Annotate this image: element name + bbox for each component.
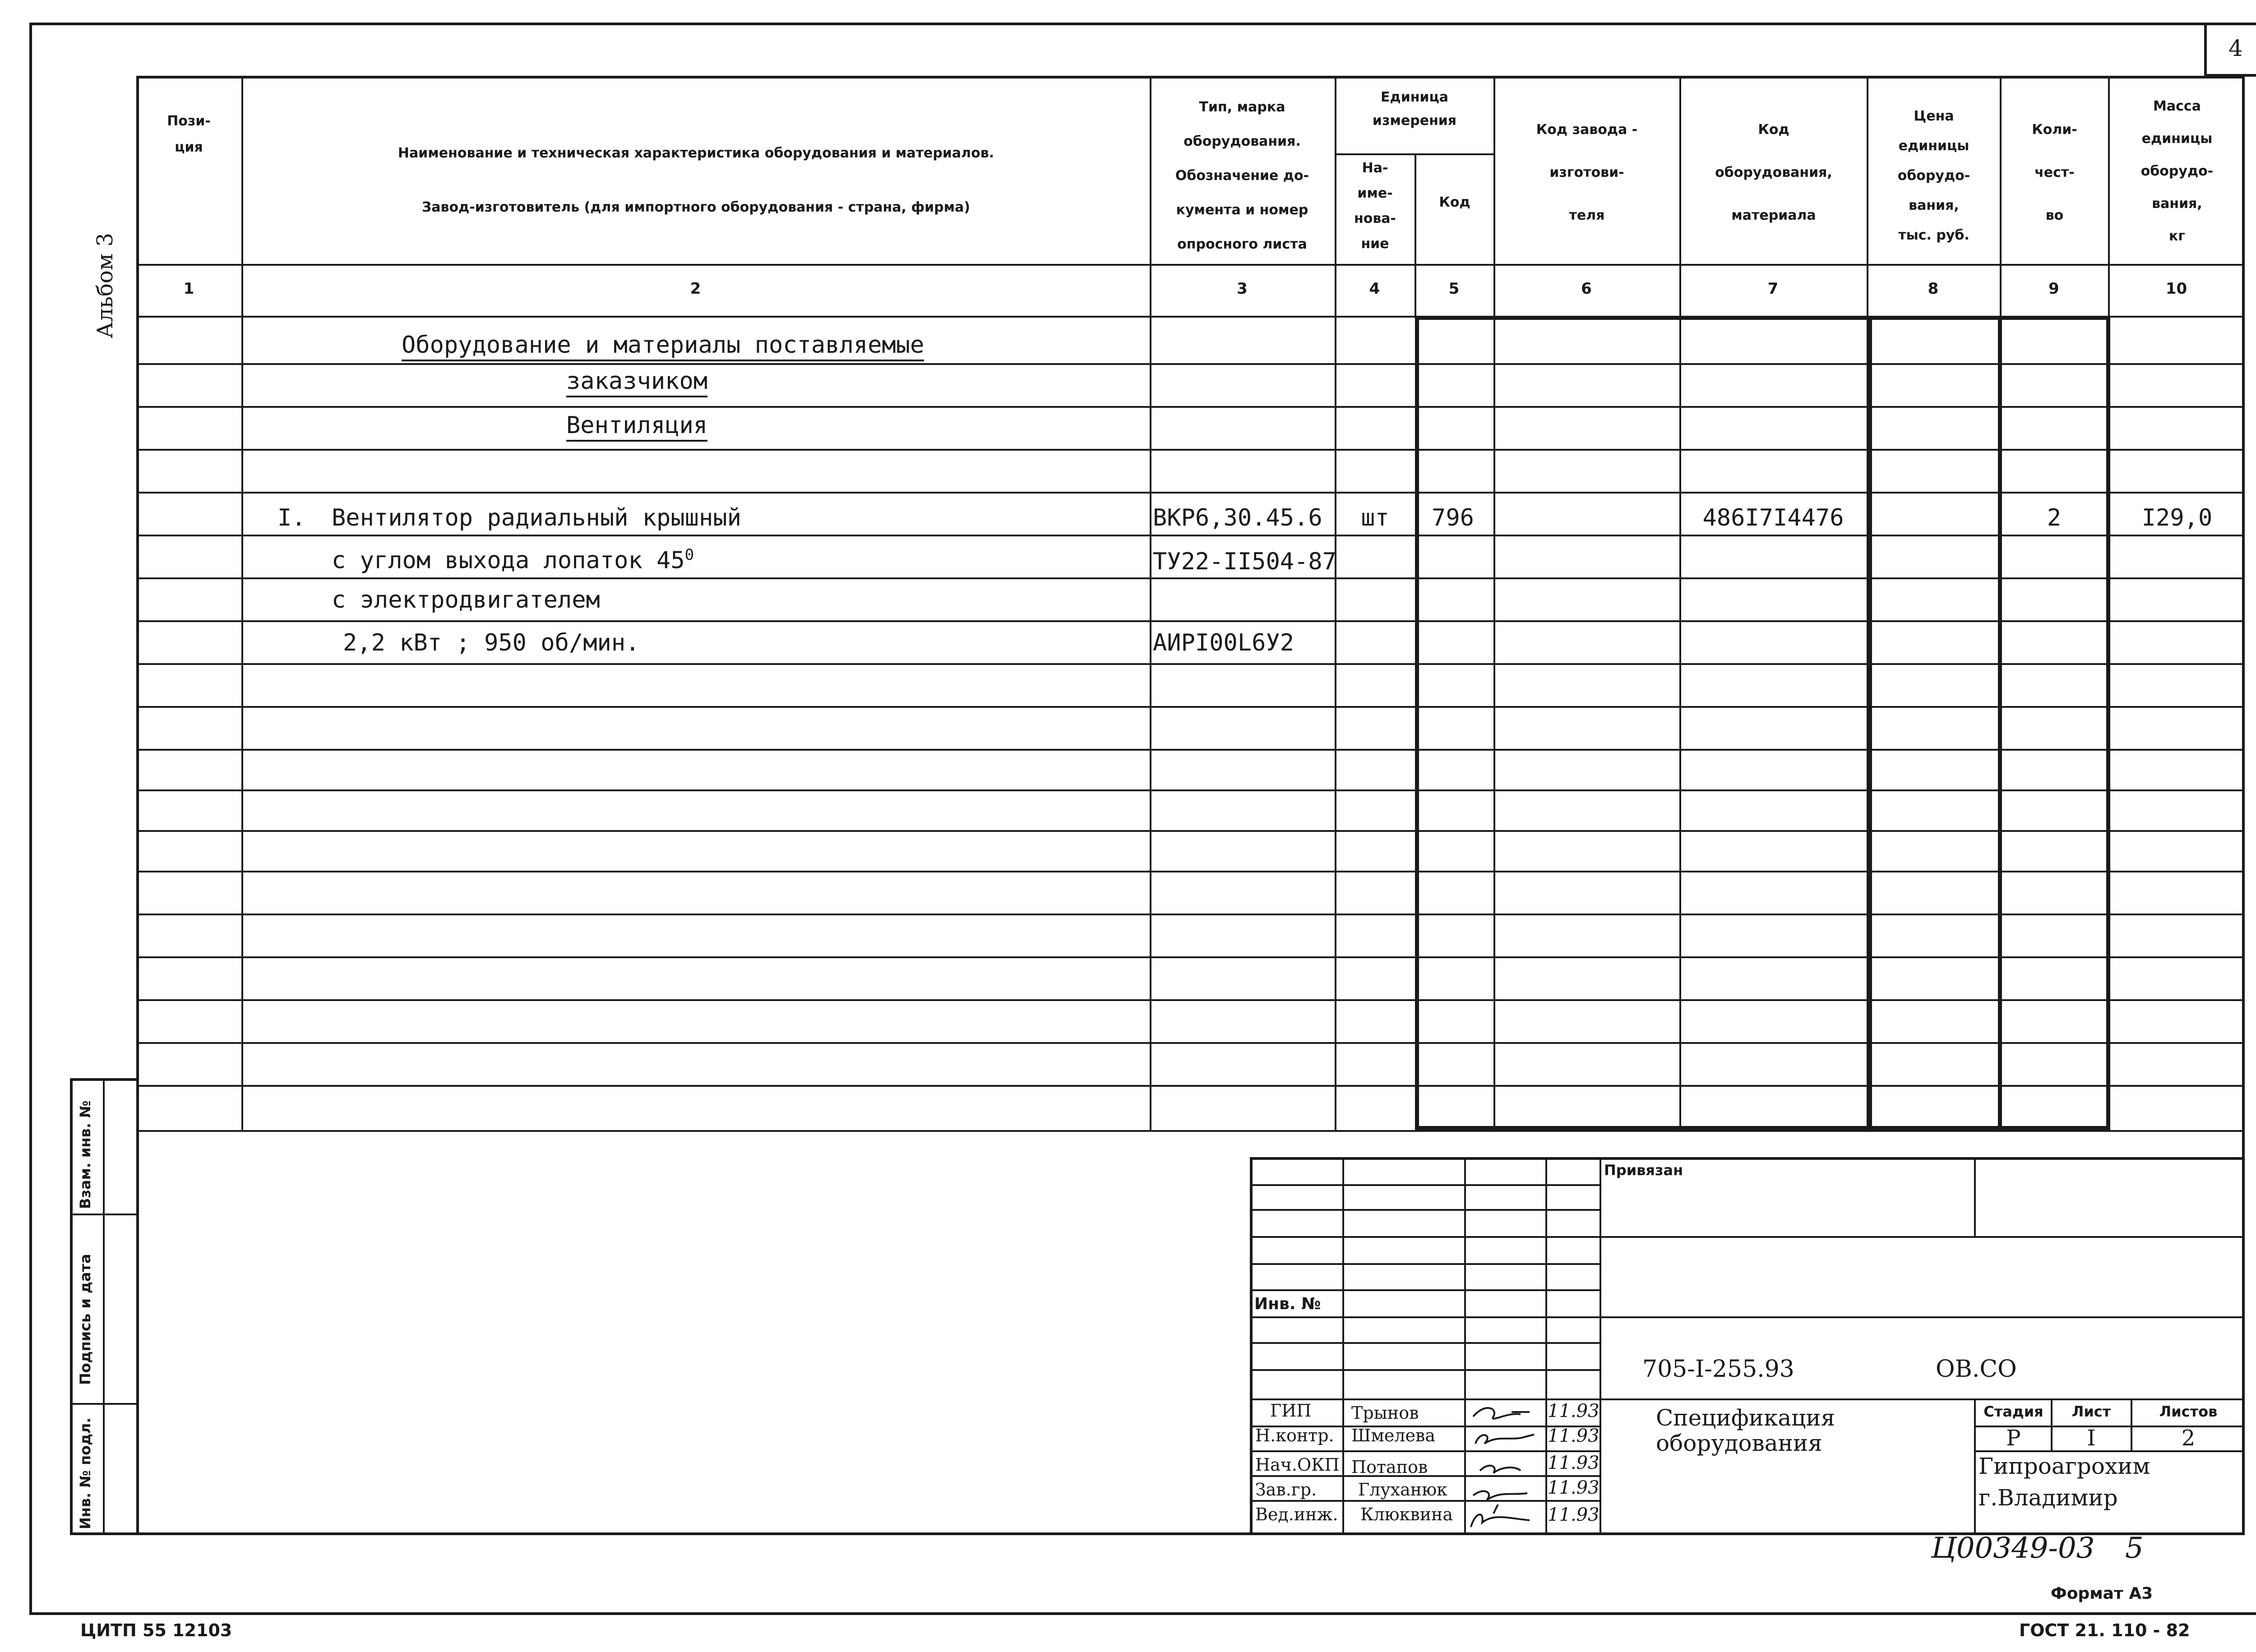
side-stamp-podpis: Подпись и дата (77, 1254, 94, 1385)
header-factory: Код завода - изготови- теля (1536, 122, 1638, 223)
handwritten-code: Ц00349-03 (1931, 1532, 2095, 1565)
item-unit-code: 796 (1432, 504, 1474, 531)
col-num-9: 9 (2048, 280, 2059, 298)
item-line-1: Вентилятор радиальный крышный (332, 504, 741, 531)
col-num-2: 2 (690, 280, 701, 298)
inv-label: Инв. № (1254, 1295, 1321, 1313)
header-unit-name: На- име- нова- ние (1354, 160, 1396, 252)
header-qty: Коли- чест- во (2032, 122, 2077, 223)
signer-date-2: 11.93 (1548, 1426, 1600, 1446)
item-line-4: 2,2 кВт ; 950 об/мин. (343, 629, 640, 656)
item-type-2: ТУ22-II504-87 (1153, 548, 1336, 575)
sheet-corner-number: 4 (2228, 35, 2243, 61)
item-line-2: с углом выхода лопаток $45^0$ (332, 546, 694, 574)
signer-role-4: Зав.гр. (1255, 1480, 1317, 1500)
signer-role-3: Нач.ОКП (1255, 1455, 1340, 1475)
signatures (1466, 1398, 1545, 1534)
header-unit-code: Код (1439, 194, 1470, 210)
sheet-value: I (2087, 1426, 2096, 1451)
col-num-4: 4 (1369, 280, 1380, 298)
signer-date-5: 11.93 (1548, 1504, 1600, 1525)
header-price: Цена единицы оборудо- вания, тыс. руб. (1897, 108, 1970, 243)
signer-role-2: Н.контр. (1255, 1426, 1334, 1445)
signer-date-1: 11.93 (1548, 1401, 1600, 1421)
col-num-5: 5 (1448, 280, 1460, 298)
header-mass: Масса единицы оборудо- вания, кг (2140, 98, 2214, 244)
signer-role-5: Вед.инж. (1255, 1504, 1338, 1524)
col-num-1: 1 (183, 280, 194, 298)
print-left: ЦИТП 55 12103 (80, 1620, 232, 1640)
col-num-3: 3 (1237, 280, 1248, 298)
header-unit: Единица измерения (1372, 89, 1457, 129)
signer-name-3: Потапов (1351, 1457, 1428, 1477)
signer-name-1: Трынов (1351, 1403, 1419, 1423)
item-unit: шт (1361, 504, 1389, 531)
item-code: 486I7I4476 (1702, 504, 1844, 531)
col-num-8: 8 (1928, 280, 1939, 298)
signer-name-4: Глуханюк (1358, 1480, 1447, 1500)
col-num-7: 7 (1767, 280, 1779, 298)
col-num-10: 10 (2165, 280, 2187, 298)
signer-name-2: Шмелева (1351, 1426, 1436, 1445)
doc-code: ОВ.СО (1936, 1356, 2017, 1383)
side-stamp-vzam: Взам. инв. № (77, 1100, 94, 1209)
doc-number: 705-I-255.93 (1642, 1356, 1794, 1383)
item-line-3: с электродвигателем (332, 586, 600, 614)
sheet-header: Лист (2071, 1403, 2111, 1420)
header-name: Наименование и техническая характеристика оборудования и материалов. Завод-изготовитель (для импортного оборудования - страна, фирма) (398, 145, 994, 215)
signer-date-3: 11.93 (1548, 1453, 1600, 1473)
sheets-header: Листов (2159, 1403, 2218, 1420)
stage-value: Р (2006, 1426, 2021, 1451)
signer-role-1: ГИП (1270, 1401, 1312, 1421)
format-label: Формат А3 (2051, 1584, 2153, 1603)
signer-name-5: Клюквина (1360, 1504, 1453, 1524)
header-code: Код оборудования, материала (1715, 122, 1832, 223)
header-pos: Пози- ция (167, 113, 211, 155)
item-qty: 2 (2047, 504, 2062, 531)
item-mass: I29,0 (2141, 504, 2213, 531)
stage-header: Стадия (1983, 1403, 2043, 1420)
album-label: Альбом 3 (92, 233, 118, 338)
doc-title: Спецификация оборудования (1656, 1405, 1835, 1456)
section-title-2: заказчиком (566, 368, 707, 395)
section-title-1: Оборудование и материалы поставляемые (402, 332, 924, 359)
sheets-value: 2 (2181, 1426, 2196, 1451)
organization: Гипроагрохим г.Владимир (1979, 1453, 2150, 1511)
header-type: Тип, марка оборудования. Обозначение до- кумента и номер опросного листа (1175, 99, 1309, 252)
side-stamp-inv-podl: Инв. № подл. (77, 1417, 94, 1529)
print-right: ГОСТ 21. 110 - 82 (2019, 1620, 2190, 1640)
col-num-6: 6 (1581, 280, 1592, 298)
handwritten-page: 5 (2125, 1532, 2144, 1565)
item-pos: I. (277, 504, 306, 531)
item-type-1: ВКР6,30.45.6 (1153, 504, 1322, 531)
privyazan-label: Привязан (1604, 1162, 1683, 1179)
signer-date-4: 11.93 (1548, 1477, 1600, 1498)
section-title-3: Вентиляция (566, 412, 707, 439)
item-type-3: АИРI00L6У2 (1153, 629, 1294, 656)
